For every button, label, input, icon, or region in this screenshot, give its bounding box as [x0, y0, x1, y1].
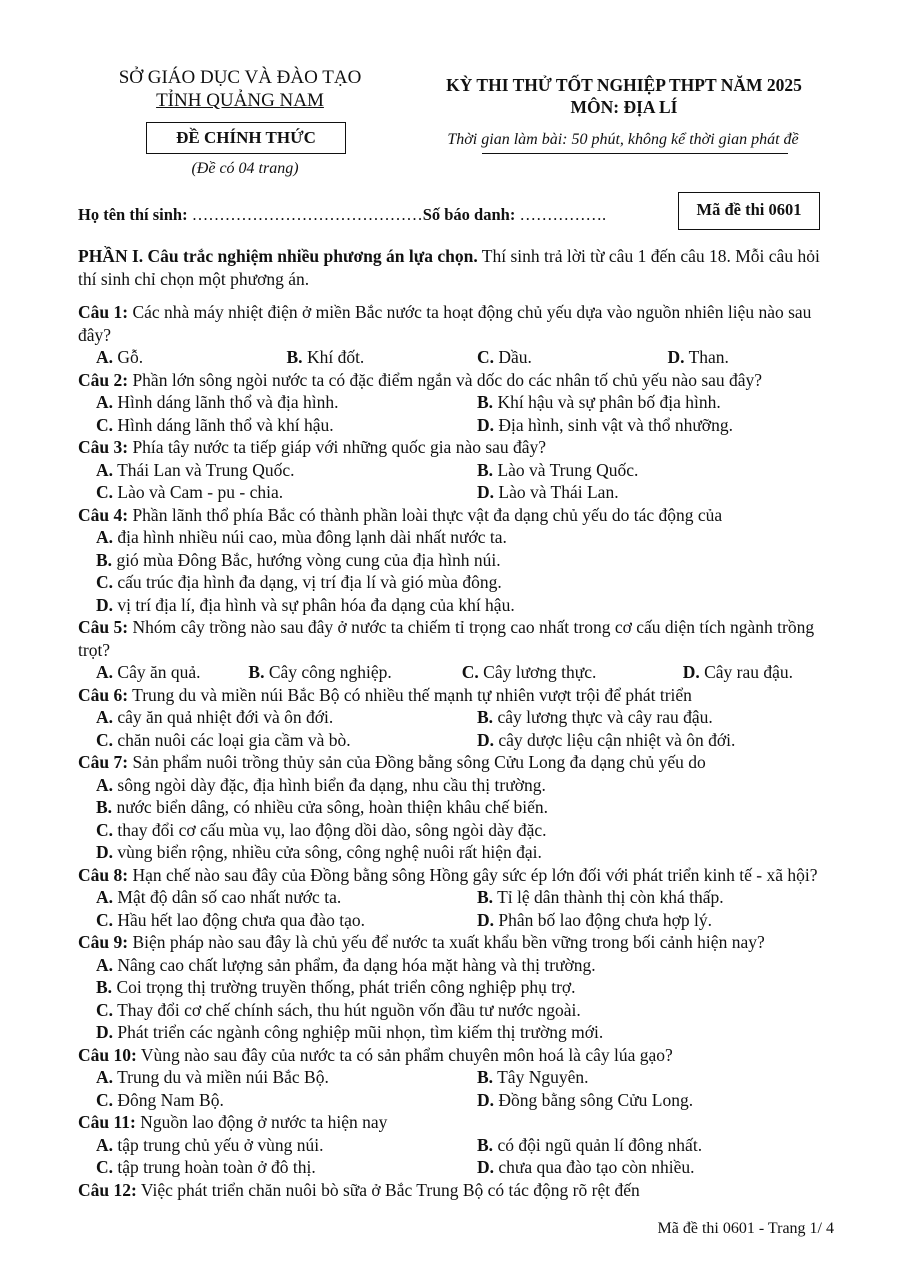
question-1: [78, 301, 840, 346]
option-text: chưa qua đào tạo còn nhiều.: [494, 1157, 695, 1177]
answer-option: [459, 346, 650, 369]
answer-options: [78, 661, 840, 684]
option-letter: B.: [477, 887, 494, 907]
option-letter: D.: [477, 1089, 495, 1110]
part-instruction: Thí sinh trả lời từ câu 1 đến câu 18. Mỗi câu hỏi thí sinh chỉ chọn một phương án.: [78, 246, 820, 289]
question-text: Biện pháp nào sau đây là chủ yếu để nước ta xuất khẩu bền vững trong bối cảnh hiện nay?: [128, 932, 765, 952]
option-letter: A.: [96, 1134, 114, 1155]
option-letter: A.: [96, 392, 114, 412]
option-text: Tây Nguyên.: [493, 1067, 589, 1087]
option-letter: C.: [477, 347, 495, 367]
answer-option: [78, 774, 840, 797]
answer-options: [78, 526, 840, 616]
question-text: Các nhà máy nhiệt điện ở miền Bắc nước ta hoạt động chủ yếu dựa vào nguồn nhiên liệu nào sau đây?: [78, 302, 812, 345]
option-letter: C.: [96, 819, 114, 840]
answer-option: [78, 459, 459, 482]
page-footer: Mã đề thi 0601 - Trang 1/ 4: [657, 1220, 834, 1237]
question-number: Câu 5:: [78, 617, 129, 637]
question-number: Câu 9:: [78, 932, 129, 952]
option-text: Nâng cao chất lượng sản phẩm, đa dạng hóa mặt hàng và thị trường.: [113, 954, 596, 975]
time-note: Thời gian làm bài: 50 phút, không kể thời gian phát đề: [447, 131, 799, 148]
question-text: Phía tây nước ta tiếp giáp với những quốc gia nào sau đây?: [128, 437, 547, 457]
option-text: cấu trúc địa hình đa dạng, vị trí địa lí và gió mùa đông.: [113, 572, 502, 592]
answer-option: [78, 346, 269, 369]
question-text: Vùng nào sau đây của nước ta có sản phẩm chuyên môn hoá là cây lúa gạo?: [136, 1044, 673, 1065]
answer-option: [665, 661, 840, 684]
answer-option: [78, 999, 840, 1022]
option-letter: B.: [477, 707, 494, 727]
option-letter: D.: [477, 909, 495, 930]
answer-option: [650, 346, 841, 369]
option-text: Cây lương thực.: [478, 662, 597, 682]
answer-option: [78, 549, 840, 572]
question-12: [78, 1179, 840, 1202]
answer-option: [269, 346, 460, 369]
option-letter: A.: [96, 662, 114, 682]
answer-options: [78, 706, 840, 751]
option-text: Cây ăn quả.: [113, 662, 201, 682]
answer-options: [78, 459, 840, 504]
answer-option: [78, 1021, 840, 1044]
option-letter: C.: [461, 662, 479, 682]
question-text: Nhóm cây trồng nào sau đây ở nước ta chiếm tỉ trọng cao nhất trong cơ cấu diện tích ngành trồng trọt?: [78, 617, 815, 660]
province-name: TỈNH QUẢNG NAM: [156, 90, 324, 111]
answer-options: [78, 391, 840, 436]
candidate-line: [78, 205, 606, 225]
option-text: Coi trọng thị trường truyền thống, phát triển công nghiệp phụ trợ.: [112, 977, 576, 997]
answer-option: [459, 481, 840, 504]
option-letter: D.: [477, 729, 495, 750]
question-number: Câu 7:: [78, 752, 129, 772]
divider: [482, 153, 788, 154]
answer-option: [444, 661, 665, 684]
answer-options: [78, 774, 840, 864]
answer-option: [459, 1134, 840, 1157]
option-letter: C.: [96, 999, 114, 1020]
question-number: Câu 2:: [78, 369, 129, 390]
option-text: cây ăn quả nhiệt đới và ôn đới.: [113, 707, 334, 727]
answer-options: [78, 954, 840, 1044]
question-text: Trung du và miền núi Bắc Bộ có nhiều thế mạnh tự nhiên vượt trội để phát triển: [128, 684, 692, 705]
question-10: [78, 1044, 840, 1067]
option-text: chăn nuôi các loại gia cầm và bò.: [113, 729, 351, 750]
option-letter: A.: [96, 887, 114, 907]
option-text: Khí đốt.: [302, 347, 365, 367]
option-text: tập trung hoàn toàn ở đô thị.: [113, 1157, 316, 1177]
department-name: SỞ GIÁO DỤC VÀ ĐÀO TẠO: [118, 67, 362, 88]
answer-option: [78, 796, 840, 819]
answer-option: [459, 1156, 840, 1179]
exam-code-box: Mã đề thi 0601: [678, 192, 820, 230]
option-letter: A.: [96, 347, 114, 367]
question-text: Sản phẩm nuôi trồng thủy sản của Đồng bằng sông Cửu Long đa dạng chủ yếu do: [128, 752, 706, 772]
answer-option: [459, 886, 840, 909]
option-text: cây lương thực và cây rau đậu.: [493, 707, 713, 727]
option-text: sông ngòi dày đặc, địa hình biển đa dạng, nhu cầu thị trường.: [113, 774, 546, 795]
option-letter: A.: [96, 954, 114, 975]
answer-option: [78, 571, 840, 594]
answer-option: [78, 414, 459, 437]
option-letter: A.: [96, 774, 114, 795]
answer-option: [78, 729, 459, 752]
answer-option: [459, 909, 840, 932]
option-text: Phát triển các ngành công nghiệp mũi nhọn, tìm kiếm thị trường mới.: [113, 1022, 604, 1042]
answer-option: [459, 459, 840, 482]
option-text: thay đổi cơ cấu mùa vụ, lao động dồi dào, sông ngòi dày đặc.: [113, 819, 547, 840]
option-letter: B.: [477, 1067, 494, 1087]
answer-option: [459, 391, 840, 414]
answer-option: [78, 954, 840, 977]
answer-option: [78, 1134, 459, 1157]
part-title: PHẦN I. Câu trắc nghiệm nhiều phương án lựa chọn.: [78, 246, 478, 266]
answer-option: [78, 481, 459, 504]
answer-options: [78, 346, 840, 369]
option-letter: C.: [96, 909, 114, 930]
question-text: Nguồn lao động ở nước ta hiện nay: [135, 1112, 388, 1132]
option-letter: D.: [682, 662, 700, 682]
option-letter: B.: [477, 1134, 494, 1155]
candidate-id-blank: …………….: [515, 205, 607, 224]
answer-option: [78, 909, 459, 932]
option-text: Than.: [684, 347, 729, 367]
option-text: Tỉ lệ dân thành thị còn khá thấp.: [493, 887, 724, 907]
option-letter: B.: [477, 459, 494, 480]
answer-options: [78, 1066, 840, 1111]
option-letter: C.: [96, 482, 114, 502]
answer-option: [78, 391, 459, 414]
option-letter: B.: [286, 347, 303, 367]
candidate-name-blank: ……………………………………: [187, 205, 423, 224]
answer-option: [78, 841, 840, 864]
pages-note: (Đề có 04 trang): [191, 160, 299, 177]
answer-options: [78, 1134, 840, 1179]
question-text: Phần lãnh thổ phía Bắc có thành phần loài thực vật đa dạng chủ yếu do tác động của: [128, 504, 723, 525]
question-7: [78, 751, 840, 774]
question-text: Phần lớn sông ngòi nước ta có đặc điểm ngắn và dốc do các nhân tố chủ yếu nào sau đây?: [128, 369, 763, 390]
option-text: Khí hậu và sự phân bố địa hình.: [493, 392, 721, 412]
answer-option: [459, 414, 840, 437]
subject-title: MÔN: ĐỊA LÍ: [570, 97, 678, 117]
option-letter: D.: [477, 414, 495, 435]
option-text: Hình dáng lãnh thổ và khí hậu.: [113, 414, 334, 435]
option-text: địa hình nhiều núi cao, mùa đông lạnh dài nhất nước ta.: [113, 527, 507, 547]
answer-option: [459, 1066, 840, 1089]
answer-option: [78, 819, 840, 842]
option-letter: C.: [96, 1157, 114, 1177]
answer-option: [78, 526, 840, 549]
candidate-id-label: Số báo danh:: [422, 205, 516, 224]
question-number: Câu 10:: [78, 1044, 137, 1065]
option-letter: B.: [96, 977, 113, 997]
question-9: [78, 931, 840, 954]
candidate-name-label: Họ tên thí sinh:: [78, 205, 188, 224]
option-text: tập trung chủ yếu ở vùng núi.: [113, 1134, 324, 1155]
question-list: [78, 301, 840, 1201]
option-text: Mật độ dân số cao nhất nước ta.: [113, 887, 342, 907]
question-text: Việc phát triển chăn nuôi bò sữa ở Bắc Trung Bộ có tác động rõ rệt đến: [136, 1179, 640, 1200]
option-text: Thái Lan và Trung Quốc.: [113, 459, 295, 480]
header-right: [418, 74, 830, 118]
exam-title: KỲ THI THỬ TỐT NGHIỆP THPT NĂM 2025: [446, 75, 802, 95]
option-letter: C.: [96, 414, 114, 435]
option-text: Đồng bằng sông Cửu Long.: [494, 1089, 694, 1110]
question-6: [78, 684, 840, 707]
answer-option: [78, 706, 459, 729]
answer-option: [78, 1089, 459, 1112]
answer-option: [78, 976, 840, 999]
option-letter: A.: [96, 1067, 114, 1087]
option-text: vùng biển rộng, nhiều cửa sông, công nghệ nuôi rất hiện đại.: [113, 842, 542, 862]
option-text: Hình dáng lãnh thổ và địa hình.: [113, 392, 339, 412]
answer-option: [459, 729, 840, 752]
option-letter: D.: [96, 842, 114, 862]
option-letter: B.: [96, 797, 113, 817]
answer-options: [78, 886, 840, 931]
option-letter: D.: [667, 347, 685, 367]
answer-option: [459, 706, 840, 729]
option-text: nước biển dâng, có nhiều cửa sông, hoàn thiện khâu chế biến.: [112, 797, 549, 817]
option-text: Lào và Trung Quốc.: [493, 459, 639, 480]
option-letter: D.: [477, 482, 495, 502]
question-text: Hạn chế nào sau đây của Đồng bằng sông Hồng gây sức ép lớn đối với phát triển kinh tế - xã hội?: [128, 864, 818, 885]
question-number: Câu 8:: [78, 864, 129, 885]
option-text: Địa hình, sinh vật và thổ nhưỡng.: [494, 414, 733, 435]
answer-option: [78, 1066, 459, 1089]
option-text: Dầu.: [494, 347, 532, 367]
question-2: [78, 369, 840, 392]
option-text: Lào và Thái Lan.: [494, 482, 619, 502]
question-number: Câu 1:: [78, 302, 129, 322]
question-8: [78, 864, 840, 887]
option-text: Thay đổi cơ chế chính sách, thu hút nguồn vốn đầu tư nước ngoài.: [113, 999, 581, 1020]
option-letter: B.: [248, 662, 265, 682]
option-text: Phân bố lao động chưa hợp lý.: [494, 909, 713, 930]
option-letter: B.: [477, 392, 494, 412]
option-letter: A.: [96, 707, 114, 727]
question-5: [78, 616, 840, 661]
question-section: [78, 245, 840, 1201]
answer-option: [78, 886, 459, 909]
answer-option: [78, 1156, 459, 1179]
option-text: Đông Nam Bộ.: [113, 1089, 224, 1110]
answer-option: [459, 1089, 840, 1112]
option-letter: C.: [96, 729, 114, 750]
answer-option: [78, 661, 230, 684]
option-letter: C.: [96, 1089, 114, 1110]
option-text: Trung du và miền núi Bắc Bộ.: [113, 1067, 329, 1087]
option-text: cây dược liệu cận nhiệt và ôn đới.: [494, 729, 736, 750]
option-text: gió mùa Đông Bắc, hướng vòng cung của địa hình núi.: [112, 549, 501, 570]
answer-option: [230, 661, 443, 684]
part-heading: [78, 245, 840, 291]
header-left: [90, 66, 390, 112]
question-number: Câu 12:: [78, 1179, 137, 1200]
option-text: Lào và Cam - pu - chia.: [113, 482, 284, 502]
option-text: Gỗ.: [113, 347, 144, 367]
option-text: Hầu hết lao động chưa qua đào tạo.: [113, 909, 365, 930]
question-11: [78, 1111, 840, 1134]
option-text: vị trí địa lí, địa hình và sự phân hóa đa dạng của khí hậu.: [113, 594, 515, 615]
question-number: Câu 6:: [78, 684, 129, 705]
question-number: Câu 3:: [78, 437, 129, 457]
option-letter: D.: [96, 594, 114, 615]
option-text: Cây rau đậu.: [699, 662, 794, 682]
answer-option: [78, 594, 840, 617]
official-label: ĐỀ CHÍNH THỨC: [146, 122, 346, 154]
option-text: có đội ngũ quản lí đông nhất.: [493, 1134, 703, 1155]
option-letter: A.: [96, 527, 114, 547]
question-4: [78, 504, 840, 527]
question-3: [78, 436, 840, 459]
question-number: Câu 11:: [78, 1112, 136, 1132]
option-letter: D.: [477, 1157, 495, 1177]
option-text: Cây công nghiệp.: [264, 662, 392, 682]
question-number: Câu 4:: [78, 504, 129, 525]
option-letter: D.: [96, 1022, 114, 1042]
option-letter: C.: [96, 572, 114, 592]
option-letter: A.: [96, 459, 114, 480]
option-letter: B.: [96, 549, 113, 570]
